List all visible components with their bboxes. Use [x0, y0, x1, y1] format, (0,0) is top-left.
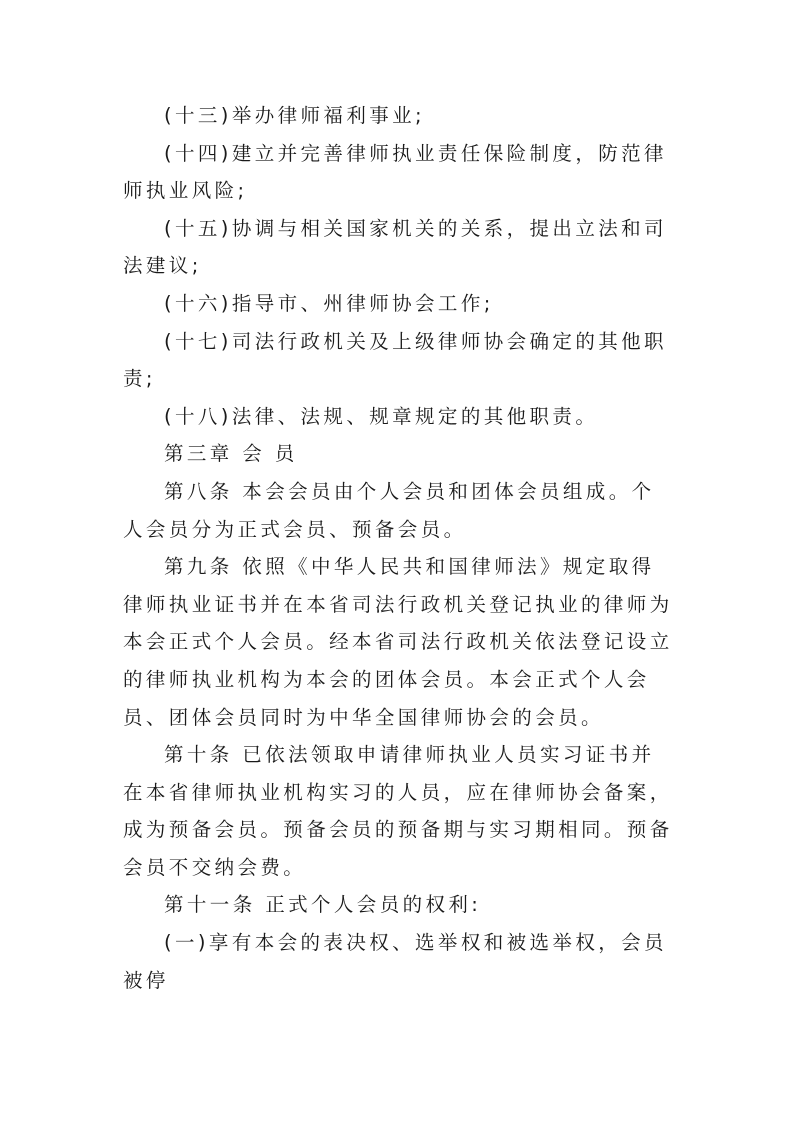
article-11: 第十一条 正式个人会员的权利: [164, 893, 482, 917]
right-item-1: (一)享有本会的表决权、选举权和被选举权，会员被停 [123, 931, 667, 992]
clause-17: (十七)司法行政机关及上级律师协会确定的其他职责; [123, 329, 667, 391]
clause-14: (十四)建立并完善律师执业责任保险制度，防范律师执业风险; [123, 141, 667, 203]
document-body [123, 97, 675, 999]
clause-18: (十八)法律、法规、规章规定的其他职责。 [164, 404, 599, 428]
clause-16: (十六)指导市、州律师协会工作; [164, 291, 494, 315]
article-10: 第十条 已依法领取申请律师执业人员实习证书并在本省律师执业机构实习的人员，应在律师协会备案，成为预备会员。预备会员的预备期与实习期相同。预备会员不交纳会费。 [123, 743, 673, 879]
clause-15: (十五)协调与相关国家机关的关系，提出立法和司法建议; [123, 216, 667, 278]
article-8: 第八条 本会会员由个人会员和团体会员组成。个人会员分为正式会员、预备会员。 [123, 479, 655, 541]
chapter-heading: 第三章 会 员 [164, 442, 298, 466]
article-9: 第九条 依照《中华人民共和国律师法》规定取得律师执业证书并在本省司法行政机关登记执业的律师为本会正式个人会员。经本省司法行政机关依法登记设立的律师执业机构为本会的团体会员。本会正式个人会员、团体会员同时为中华全国律师协会的会员。 [123, 555, 673, 729]
clause-13: (十三)举办律师福利事业; [164, 104, 425, 127]
